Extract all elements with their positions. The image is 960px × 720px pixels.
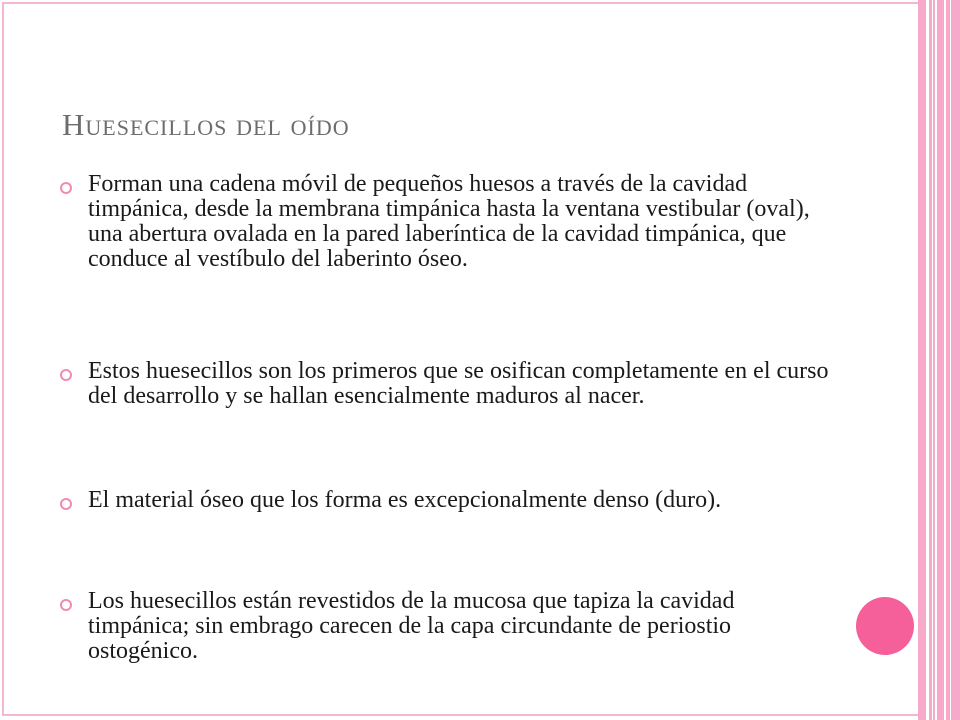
bullet-text: Estos huesecillos son los primeros que se osifican completamente en el curso del desarrollo y se hallan esencialmente maduros al nacer. xyxy=(88,358,829,409)
ring-bullet-icon xyxy=(60,369,72,381)
slide-title: Huesecillos del oído xyxy=(62,107,350,142)
decorative-pink-circle xyxy=(856,597,914,655)
right-decorative-band xyxy=(918,0,960,720)
bullet-text: Forman una cadena móvil de pequeños huesos a través de la cavidad timpánica, desde la membrana timpánica hasta la ventana vestibular (oval), una abertura ovalada en la pared laberíntica de la cavidad timpánica, que conduce al vestíbulo del laberinto óseo. xyxy=(88,171,810,272)
ring-bullet-icon xyxy=(60,599,72,611)
band-stripe xyxy=(944,0,946,720)
band-stripe xyxy=(935,0,937,720)
ring-bullet-icon xyxy=(60,498,72,510)
band-stripe xyxy=(932,0,933,720)
bullet-text: Los huesecillos están revestidos de la mucosa que tapiza la cavidad timpánica; sin embrago carecen de la capa circundante de periostio ostogénico. xyxy=(88,588,735,664)
band-stripe xyxy=(950,0,951,720)
ring-bullet-icon xyxy=(60,182,72,194)
band-stripe xyxy=(926,0,929,720)
bullet-text: El material óseo que los forma es excepcionalmente denso (duro). xyxy=(88,487,722,513)
